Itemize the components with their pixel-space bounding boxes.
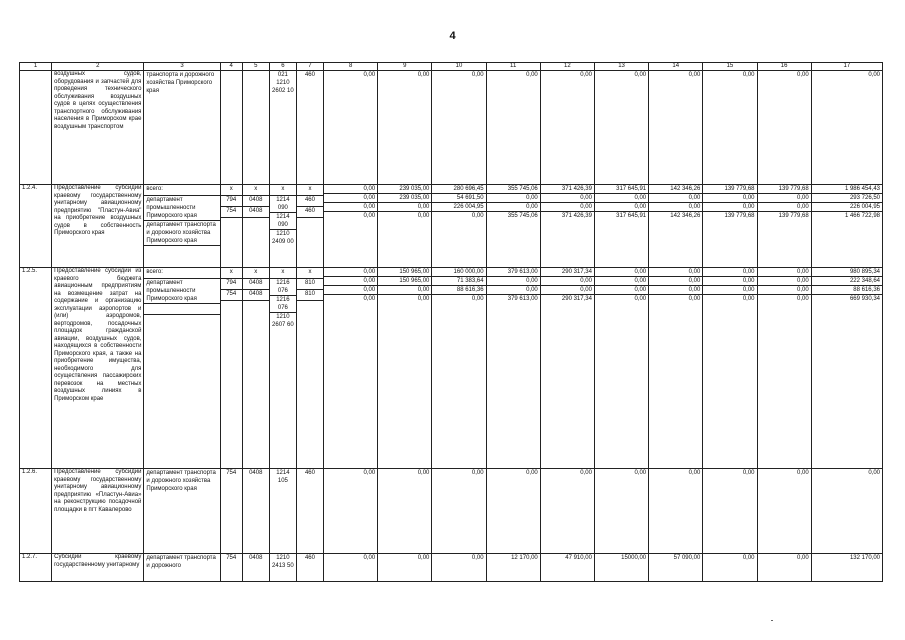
amount-value: 142 346,26 [649, 185, 702, 194]
amount-value: 160 000,00 [432, 268, 485, 277]
grbs-code-cell [220, 268, 242, 469]
column-header: 4 [220, 63, 242, 71]
amount-value: 0,00 [580, 72, 592, 78]
column-header: 11 [486, 63, 540, 71]
amount-value: 669 930,34 [849, 296, 880, 302]
column-header: 13 [594, 63, 648, 71]
amount-value: 0,00 [417, 555, 430, 561]
sub-line [144, 304, 219, 315]
grbs-code-cell [220, 554, 242, 582]
amount-cell [432, 71, 486, 185]
amount-cell [811, 71, 882, 185]
column-header: 17 [811, 63, 882, 71]
sub-line: x [243, 185, 269, 196]
sub-line [221, 301, 242, 309]
amount-value: 0,00 [541, 194, 594, 203]
amount-value: 0,00 [758, 268, 811, 277]
amount-value: 226 004,95 [432, 203, 485, 212]
column-header: 7 [296, 63, 323, 71]
column-header: 9 [378, 63, 432, 71]
amount-value: 0,00 [471, 470, 484, 476]
sub-line: всего: [144, 268, 219, 279]
amount-value: 139 779,68 [758, 185, 811, 194]
amount-value: 239 035,00 [378, 185, 431, 194]
sub-line: 0408 [249, 470, 263, 476]
amount-cell [811, 185, 882, 268]
amount-value: 0,00 [742, 296, 755, 302]
sub-line: 460 [297, 196, 323, 207]
amount-value: 54 691,50 [432, 194, 485, 203]
amount-value: 0,00 [649, 203, 702, 212]
sub-line [144, 246, 219, 254]
amount-value: 139 779,68 [724, 213, 755, 219]
sub-line: x [270, 185, 296, 196]
amount-value: 0,00 [417, 72, 430, 78]
sub-line: 794 [221, 196, 242, 207]
amount-cell [649, 268, 703, 469]
amount-value: 290 317,34 [561, 296, 592, 302]
amount-value: 0,00 [595, 194, 648, 203]
amount-cell [757, 469, 811, 554]
sub-line: 1216 076 [270, 279, 296, 296]
column-header: 1 [20, 63, 52, 71]
section-code-cell [242, 71, 269, 185]
sub-line [243, 71, 269, 79]
amount-value: 0,00 [363, 72, 376, 78]
amount-cell [324, 71, 378, 185]
section-code-cell [242, 268, 269, 469]
amount-value: 0,00 [487, 277, 540, 286]
amount-value: 0,00 [688, 470, 701, 476]
section-code-cell [242, 469, 269, 554]
sub-line: 0408 [243, 207, 269, 218]
amount-value: 132 170,00 [849, 555, 880, 561]
amount-value: 0,00 [758, 203, 811, 212]
amount-cell [703, 469, 757, 554]
target-code-cell [269, 185, 296, 268]
sub-line: x [221, 185, 242, 196]
amount-cell [486, 185, 540, 268]
amount-cell [811, 469, 882, 554]
expense-type-cell [296, 71, 323, 185]
amount-value: 0,00 [649, 277, 702, 286]
amount-value: 355 745,06 [487, 185, 540, 194]
amount-cell [703, 185, 757, 268]
amount-value: 0,00 [471, 555, 484, 561]
amount-value: 379 613,00 [487, 268, 540, 277]
column-header: 15 [703, 63, 757, 71]
sub-line [221, 218, 242, 226]
amount-cell [649, 71, 703, 185]
amount-value: 222 348,64 [812, 277, 882, 286]
amount-cell [540, 268, 594, 469]
sub-line: 1210 2409 00 [272, 231, 294, 245]
amount-value: 12 170,00 [511, 555, 538, 561]
amount-value: 0,00 [324, 194, 377, 203]
amount-value: 317 645,91 [595, 185, 648, 194]
sub-line: x [297, 268, 323, 279]
amount-value: 0,00 [797, 72, 809, 78]
amount-cell [432, 268, 486, 469]
sub-line: 1210 2413 50 [272, 555, 294, 569]
amount-value: 355 745,06 [507, 213, 538, 219]
amount-value: 0,00 [649, 194, 702, 203]
amount-value: 0,00 [363, 296, 376, 302]
column-header: 8 [324, 63, 378, 71]
table-row [20, 554, 883, 582]
amount-value: 0,00 [758, 277, 811, 286]
sub-line: 754 [221, 207, 242, 218]
sub-line: 1214 090 [270, 213, 296, 230]
amount-cell [649, 554, 703, 582]
amount-value: 1 986 454,43 [812, 185, 882, 194]
amount-value: 0,00 [595, 268, 648, 277]
amount-value: 0,00 [487, 203, 540, 212]
executor-cell [144, 71, 220, 185]
amount-value: 317 645,91 [616, 213, 647, 219]
amount-cell [594, 469, 648, 554]
amount-cell [757, 268, 811, 469]
row-description: Предоставление субсидии из краевого бюджета авиационным предприятиям на возмещение затрат на содержание и организацию эксплуатации аэропортов и (или) аэродромов, вертодромов, посадочных площадок гражданской авиации, воздушных судов, находящихся в собственности Приморского края, а также на приобретение имущества, необходимого для осуществления пассажирских перевозок на местных воздушных линиях в Приморском крае [52, 268, 144, 469]
column-header: 14 [649, 63, 703, 71]
sub-line: x [270, 268, 296, 279]
amount-cell [486, 554, 540, 582]
amount-cell [378, 268, 432, 469]
expense-type-cell [296, 268, 323, 469]
amount-value: 0,00 [742, 72, 755, 78]
section-code-cell [242, 554, 269, 582]
amount-value: 139 779,68 [703, 185, 756, 194]
amount-cell [378, 469, 432, 554]
sub-line: 754 [221, 290, 242, 301]
amount-value: 0,00 [526, 72, 538, 78]
header-row [20, 63, 883, 71]
amount-value: 0,00 [417, 296, 430, 302]
sub-line: 1214 105 [276, 470, 290, 484]
grbs-code-cell [220, 71, 242, 185]
amount-cell [594, 268, 648, 469]
amount-value: 0,00 [868, 72, 880, 78]
column-header: 5 [242, 63, 269, 71]
executor-cell [144, 268, 220, 469]
row-number: 1.2.6. [20, 469, 52, 554]
amount-value: 280 696,45 [432, 185, 485, 194]
amount-cell [594, 554, 648, 582]
amount-value: 0,00 [417, 470, 430, 476]
amount-value: 0,00 [471, 72, 484, 78]
amount-cell [703, 268, 757, 469]
amount-value: 239 035,00 [378, 194, 431, 203]
row-number: 1.2.7. [20, 554, 52, 582]
amount-cell [757, 185, 811, 268]
amount-value: 88 616,36 [432, 286, 485, 295]
sub-line [297, 301, 323, 309]
row-description: воздушных судов, оборудования и запчастей для проведения технического обслуживания воздушных судов в целях осуществления транспортного обслуживания населения в Приморском крае воздушным транспортом [52, 71, 144, 185]
table-row [20, 268, 883, 469]
column-header: 3 [144, 63, 220, 71]
expense-type-cell [296, 469, 323, 554]
amount-value: 150 965,00 [378, 277, 431, 286]
sub-line: департамент промышленности Приморского края [144, 279, 219, 304]
amount-value: 0,00 [363, 555, 376, 561]
sub-line: департамент транспорта и дорожного хозяйства Приморского края [146, 470, 216, 492]
sub-line: x [243, 268, 269, 279]
amount-cell [540, 554, 594, 582]
amount-value: 0,00 [471, 296, 484, 302]
sub-line [243, 218, 269, 226]
sub-line: x [221, 268, 242, 279]
amount-value: 0,00 [324, 203, 377, 212]
budget-table [19, 62, 883, 582]
executor-cell [144, 469, 220, 554]
amount-value: 0,00 [703, 268, 756, 277]
amount-value: 290 317,34 [541, 268, 594, 277]
amount-value: 0,00 [703, 277, 756, 286]
row-number: 1.2.5. [20, 268, 52, 469]
amount-cell [594, 185, 648, 268]
amount-value: 0,00 [758, 194, 811, 203]
sub-line: 0408 [243, 196, 269, 207]
sub-line: 754 [226, 555, 237, 561]
column-header: 12 [540, 63, 594, 71]
sub-line: x [297, 185, 323, 196]
amount-value: 0,00 [649, 268, 702, 277]
target-code-cell [269, 469, 296, 554]
amount-value: 0,00 [324, 185, 377, 194]
amount-value: 0,00 [471, 213, 484, 219]
amount-value: 0,00 [363, 213, 376, 219]
sub-line [243, 301, 269, 309]
sub-line: 460 [304, 72, 315, 78]
sub-line: 810 [297, 290, 323, 301]
column-header: 10 [432, 63, 486, 71]
amount-value: 0,00 [703, 203, 756, 212]
sub-line: 460 [304, 555, 315, 561]
amount-cell [757, 554, 811, 582]
amount-value: 1 466 722,98 [844, 213, 880, 219]
amount-value: 139 779,68 [778, 213, 809, 219]
amount-value: 226 004,95 [812, 203, 882, 212]
sub-line: 460 [304, 470, 315, 476]
expense-type-cell [296, 554, 323, 582]
amount-value: 0,00 [688, 296, 701, 302]
table-row [20, 185, 883, 268]
grbs-code-cell [220, 469, 242, 554]
sub-line: всего: [144, 185, 219, 196]
amount-value: 0,00 [378, 203, 431, 212]
sub-line: департамент транспорта и дорожного [146, 555, 216, 569]
amount-value: 379 613,00 [507, 296, 538, 302]
sub-line: 0408 [243, 279, 269, 290]
amount-value: 0,00 [541, 286, 594, 295]
amount-value: 0,00 [758, 286, 811, 295]
amount-value: 0,00 [595, 277, 648, 286]
amount-value: 57 090,00 [673, 555, 701, 561]
column-header: 6 [269, 63, 296, 71]
scan-speck [771, 620, 773, 621]
amount-cell [757, 71, 811, 185]
amount-value: 980 895,34 [812, 268, 882, 277]
page-number: 4 [449, 30, 456, 42]
target-code-cell [269, 71, 296, 185]
amount-cell [811, 554, 882, 582]
sub-line: 1210 2607 60 [272, 314, 294, 328]
amount-value: 0,00 [595, 286, 648, 295]
amount-value: 0,00 [487, 194, 540, 203]
amount-cell [432, 469, 486, 554]
amount-value: 47 910,00 [565, 555, 592, 561]
table-row [20, 469, 883, 554]
amount-value: 0,00 [324, 286, 377, 295]
column-header: 16 [757, 63, 811, 71]
amount-cell [432, 185, 486, 268]
sub-line: 1216 076 [270, 296, 296, 313]
sub-line: 460 [297, 207, 323, 218]
sub-line: транспорта и дорожного хозяйства Приморского края [146, 72, 215, 94]
amount-value: 0,00 [595, 203, 648, 212]
amount-value: 88 616,36 [812, 286, 882, 295]
amount-value: 0,00 [703, 286, 756, 295]
executor-cell [144, 185, 220, 268]
amount-cell [432, 554, 486, 582]
grbs-code-cell [220, 185, 242, 268]
sub-line: 021 1210 2602 10 [272, 72, 294, 94]
sub-line: 810 [297, 279, 323, 290]
amount-value: 0,00 [580, 470, 592, 476]
sub-line [297, 218, 323, 226]
amount-value: 0,00 [688, 72, 701, 78]
amount-value: 0,00 [526, 470, 538, 476]
amount-cell [649, 469, 703, 554]
amount-cell [594, 71, 648, 185]
amount-value: 0,00 [634, 72, 647, 78]
amount-cell [378, 71, 432, 185]
executor-cell [144, 554, 220, 582]
amount-value: 0,00 [324, 268, 377, 277]
amount-value: 0,00 [324, 277, 377, 286]
sub-line: департамент промышленности Приморского края [144, 196, 219, 221]
sub-line: 794 [221, 279, 242, 290]
amount-value: 150 965,00 [378, 268, 431, 277]
amount-cell [486, 268, 540, 469]
row-description: Предоставление субсидии краевому государственному унитарному авиационному предприятию "Пластун-Авиа" на приобретение воздушных судов в собственность Приморского края [52, 185, 144, 268]
section-code-cell [242, 185, 269, 268]
amount-cell [324, 554, 378, 582]
sub-line: 0408 [243, 290, 269, 301]
amount-value: 371 426,39 [561, 213, 592, 219]
amount-value: 293 726,50 [812, 194, 882, 203]
amount-value: 0,00 [797, 555, 809, 561]
amount-cell [703, 71, 757, 185]
amount-cell [540, 185, 594, 268]
amount-value: 0,00 [541, 203, 594, 212]
sub-line: 1214 090 [270, 196, 296, 213]
amount-value: 0,00 [634, 296, 647, 302]
amount-value: 71 383,64 [432, 277, 485, 286]
amount-value: 0,00 [742, 555, 755, 561]
amount-value: 0,00 [868, 470, 880, 476]
amount-value: 371 426,39 [541, 185, 594, 194]
amount-value: 0,00 [703, 194, 756, 203]
amount-cell [811, 268, 882, 469]
amount-value: 142 346,26 [670, 213, 701, 219]
amount-value: 0,00 [797, 470, 809, 476]
sub-line [221, 71, 242, 79]
amount-cell [703, 554, 757, 582]
sub-line: департамент транспорта и дорожного хозяйства Приморского края [144, 221, 219, 246]
sub-line: 754 [226, 470, 237, 476]
amount-value: 0,00 [363, 470, 376, 476]
amount-value: 15000,00 [621, 555, 647, 561]
amount-value: 0,00 [634, 470, 647, 476]
amount-value: 0,00 [797, 296, 809, 302]
amount-value: 0,00 [378, 286, 431, 295]
row-number: 1.2.4. [20, 185, 52, 268]
sub-line: 0408 [249, 555, 263, 561]
amount-cell [324, 469, 378, 554]
amount-cell [540, 71, 594, 185]
amount-value: 0,00 [649, 286, 702, 295]
target-code-cell [269, 554, 296, 582]
amount-cell [324, 268, 378, 469]
amount-value: 0,00 [742, 470, 755, 476]
amount-cell [540, 469, 594, 554]
row-description: Субсидии краевому государственному унитарному [52, 554, 144, 582]
column-header: 2 [52, 63, 144, 71]
expense-type-cell [296, 185, 323, 268]
amount-value: 0,00 [487, 286, 540, 295]
row-description: Предоставление субсидии краевому государственному унитарному авиационному предприятию «Пластун-Авиа» на реконструкцию посадочной площадки в пгт Кавалерово [52, 469, 144, 554]
amount-cell [486, 71, 540, 185]
row-number [20, 71, 52, 185]
amount-cell [324, 185, 378, 268]
amount-value: 0,00 [417, 213, 430, 219]
amount-cell [378, 185, 432, 268]
sub-line [144, 315, 219, 323]
table-row [20, 71, 883, 185]
amount-value: 0,00 [541, 277, 594, 286]
amount-cell [486, 469, 540, 554]
amount-cell [378, 554, 432, 582]
amount-cell [649, 185, 703, 268]
target-code-cell [269, 268, 296, 469]
